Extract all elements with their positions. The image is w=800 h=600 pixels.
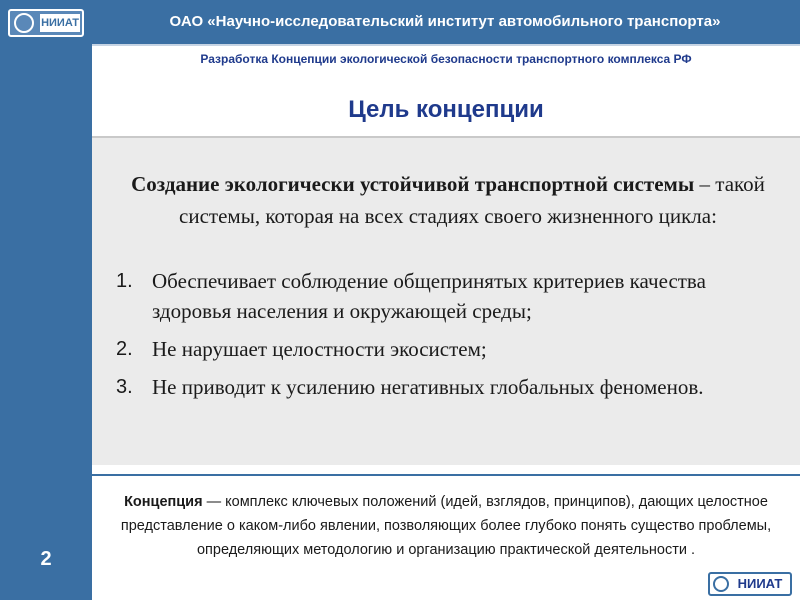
footer-logo: [708, 572, 792, 596]
list-text: Не нарушает целостности экосистем;: [152, 337, 487, 361]
list-number: 1.: [116, 270, 133, 292]
list-text: Не приводит к усилению негативных глобальных феноменов.: [152, 375, 704, 399]
intro-bold: Создание экологически устойчивой транспортной системы: [131, 172, 695, 196]
definition-term: Концепция: [124, 494, 203, 510]
slide-title: Цель концепции: [348, 96, 544, 123]
organization-name: ОАО «Научно-исследовательский институт автомобильного транспорта»: [169, 13, 721, 30]
definition-text: — комплекс ключевых положений (идей, взглядов, принципов), дающих целостное представление о каком-либо явлении, позволяющих более глубоко понять существо проблемы, определяющих методологию и организацию практической деятельности .: [120, 494, 772, 558]
left-sidebar: [0, 0, 92, 600]
list-number: 2.: [116, 338, 133, 360]
header-divider: [92, 44, 800, 46]
niiat-logo: [8, 9, 84, 37]
goals-list: [116, 266, 780, 410]
wheel-icon: [14, 13, 34, 33]
logo-text: НИИАТ: [40, 14, 80, 32]
intro-paragraph: [120, 168, 776, 232]
header-bar: [0, 0, 800, 46]
definition-paragraph: [112, 490, 780, 562]
list-number: 3.: [116, 376, 133, 398]
definition-divider: [92, 474, 800, 476]
intro-rest: – такой системы, которая на всех стадиях своего жизненного цикла:: [179, 172, 765, 228]
list-item: [116, 372, 780, 402]
presentation-subtitle: Разработка Концепции экологической безопасности транспортного комплекса РФ: [200, 52, 692, 66]
list-item: [116, 334, 780, 364]
list-item: [116, 266, 780, 326]
footer-logo-text: НИИАТ: [737, 576, 783, 591]
page-number: 2: [40, 548, 52, 570]
list-text: Обеспечивает соблюдение общепринятых критериев качества здоровья населения и окружающей среды;: [152, 269, 706, 323]
wheel-icon: [713, 576, 729, 592]
